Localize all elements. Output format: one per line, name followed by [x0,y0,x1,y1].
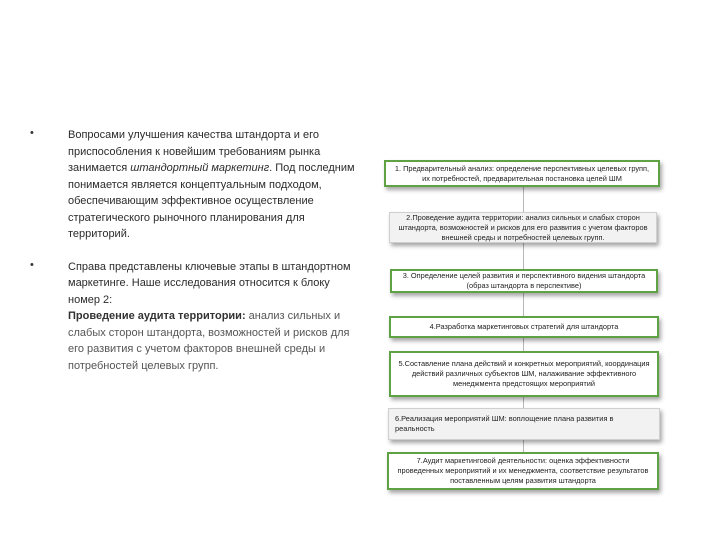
paragraph-1-italic-term: штандортный маркетинг [130,162,270,174]
paragraph-1-start: Вопросами улучшения качества штандорта и его приспособления к новейшим требованиям рынка занимается [68,129,321,174]
connector-line [523,293,524,316]
connector-line [523,187,524,212]
paragraph-2-start: Справа представлены ключевые этапы в штандортном маркетинге. Наше исследования относится к блоку номер 2: [68,260,351,306]
stage-7-box: 7.Аудит маркетинговой деятельности: оценка эффективности проведенных мероприятий и их менеджмента, соответствие результатов поставленным целям развития штандорта [387,452,659,490]
connector-line [523,440,524,452]
connector-line [523,397,524,408]
stage-1-box: 1. Предварительный анализ: определение перспективных целевых групп, их потребностей, предварительная постановка целей ШМ [384,160,660,187]
paragraph-1-end: . Под последним понимается является концептуальным подходом, обеспечивающим эффективное осуществление стратегического рыночного планирования для территорий. [68,162,355,240]
paragraph-2-detail: анализ сильных и слабых сторон штандорта, возможностей и рисков для его развития с учетом факторов внешней среды и потребностей целевых групп. [68,310,350,372]
bullet-marker: • [30,258,34,271]
stage-4-box: 4.Разработка маркетинговых стратегий для штандорта [389,316,659,338]
connector-line [523,338,524,351]
stage-3-box: 3. Определение целей развития и перспективного видения штандорта (образ штандорта в перспективе) [390,269,658,293]
stage-2-box: 2.Проведение аудита территории: анализ сильных и слабых сторон штандорта, возможностей и рисков для его развития с учетом факторов внешней среды и потребностей целевых групп. [389,212,657,243]
stage-6-box: 6.Реализация мероприятий ШМ: воплощение плана развития в реальность [388,408,660,440]
stage-5-box: 5.Составление плана действий и конкретных мероприятий, координация действий различных субъектов ШМ, налаживание эффективного менеджмента предстоящих мероприятий [389,351,659,397]
bullet-marker: • [30,127,34,139]
paragraph-2-bold-heading: Проведение аудита территории: [68,310,246,322]
connector-line [523,243,524,269]
